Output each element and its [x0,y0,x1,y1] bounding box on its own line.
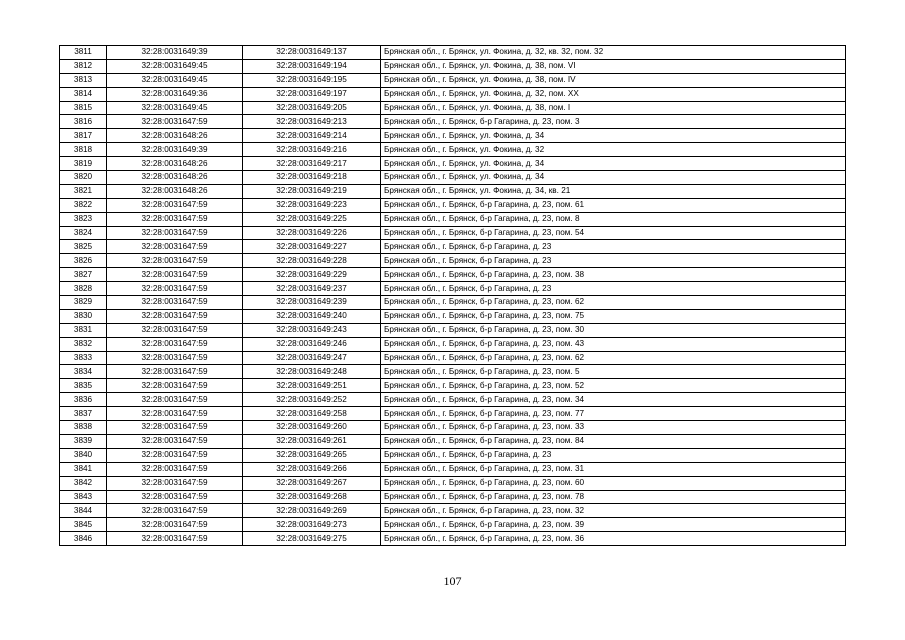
address-cell: Брянская обл., г. Брянск, б-р Гагарина, д. 23, пом. 52 [381,379,846,393]
cadastral-number-cell: 32:28:0031649:265 [243,448,381,462]
cadastral-number-cell: 32:28:0031649:237 [243,282,381,296]
row-number-cell: 3838 [60,421,107,435]
parent-cadastral-number-cell: 32:28:0031647:59 [107,240,243,254]
row-number-cell: 3846 [60,532,107,546]
row-number-cell: 3813 [60,73,107,87]
cadastral-number-cell: 32:28:0031649:227 [243,240,381,254]
parent-cadastral-number-cell: 32:28:0031647:59 [107,365,243,379]
row-number-cell: 3825 [60,240,107,254]
address-cell: Брянская обл., г. Брянск, ул. Фокина, д. 34 [381,157,846,171]
parent-cadastral-number-cell: 32:28:0031647:59 [107,407,243,421]
cadastral-number-cell: 32:28:0031649:258 [243,407,381,421]
parent-cadastral-number-cell: 32:28:0031647:59 [107,504,243,518]
cadastral-number-cell: 32:28:0031649:240 [243,309,381,323]
row-number-cell: 3841 [60,462,107,476]
row-number-cell: 3818 [60,143,107,157]
table-row [60,323,846,337]
parent-cadastral-number-cell: 32:28:0031648:26 [107,157,243,171]
address-cell: Брянская обл., г. Брянск, ул. Фокина, д. 32 [381,143,846,157]
parent-cadastral-number-cell: 32:28:0031649:36 [107,87,243,101]
row-number-cell: 3833 [60,351,107,365]
page-number: 107 [443,574,462,588]
table-row [60,59,846,73]
address-cell: Брянская обл., г. Брянск, б-р Гагарина, д. 23 [381,254,846,268]
parent-cadastral-number-cell: 32:28:0031647:59 [107,323,243,337]
parent-cadastral-number-cell: 32:28:0031647:59 [107,198,243,212]
address-cell: Брянская обл., г. Брянск, б-р Гагарина, д. 23, пом. 32 [381,504,846,518]
table-row [60,171,846,185]
cadastral-number-cell: 32:28:0031649:216 [243,143,381,157]
parent-cadastral-number-cell: 32:28:0031649:45 [107,101,243,115]
cadastral-number-cell: 32:28:0031649:269 [243,504,381,518]
parent-cadastral-number-cell: 32:28:0031647:59 [107,337,243,351]
address-cell: Брянская обл., г. Брянск, ул. Фокина, д. 38, пом. VI [381,59,846,73]
table-row [60,226,846,240]
parent-cadastral-number-cell: 32:28:0031647:59 [107,115,243,129]
parent-cadastral-number-cell: 32:28:0031647:59 [107,379,243,393]
row-number-cell: 3844 [60,504,107,518]
cadastral-number-cell: 32:28:0031649:266 [243,462,381,476]
parent-cadastral-number-cell: 32:28:0031647:59 [107,296,243,310]
parent-cadastral-number-cell: 32:28:0031647:59 [107,434,243,448]
register-table-body [60,46,846,546]
row-number-cell: 3828 [60,282,107,296]
table-row [60,476,846,490]
parent-cadastral-number-cell: 32:28:0031649:45 [107,59,243,73]
row-number-cell: 3824 [60,226,107,240]
address-cell: Брянская обл., г. Брянск, б-р Гагарина, д. 23, пом. 62 [381,351,846,365]
row-number-cell: 3816 [60,115,107,129]
row-number-cell: 3817 [60,129,107,143]
row-number-cell: 3831 [60,323,107,337]
row-number-cell: 3837 [60,407,107,421]
table-row [60,46,846,60]
cadastral-number-cell: 32:28:0031649:247 [243,351,381,365]
address-cell: Брянская обл., г. Брянск, б-р Гагарина, д. 23, пом. 33 [381,421,846,435]
table-row [60,143,846,157]
table-row [60,379,846,393]
address-cell: Брянская обл., г. Брянск, б-р Гагарина, д. 23, пом. 34 [381,393,846,407]
table-row [60,184,846,198]
row-number-cell: 3835 [60,379,107,393]
table-row [60,490,846,504]
address-cell: Брянская обл., г. Брянск, б-р Гагарина, д. 23, пом. 77 [381,407,846,421]
parent-cadastral-number-cell: 32:28:0031647:59 [107,393,243,407]
row-number-cell: 3827 [60,268,107,282]
table-row [60,504,846,518]
table-row [60,448,846,462]
cadastral-number-cell: 32:28:0031649:239 [243,296,381,310]
cadastral-number-cell: 32:28:0031649:223 [243,198,381,212]
row-number-cell: 3814 [60,87,107,101]
address-cell: Брянская обл., г. Брянск, ул. Фокина, д. 34, кв. 21 [381,184,846,198]
table-row [60,129,846,143]
parent-cadastral-number-cell: 32:28:0031647:59 [107,476,243,490]
address-cell: Брянская обл., г. Брянск, ул. Фокина, д. 38, пом. IV [381,73,846,87]
row-number-cell: 3830 [60,309,107,323]
cadastral-number-cell: 32:28:0031649:226 [243,226,381,240]
row-number-cell: 3815 [60,101,107,115]
cadastral-number-cell: 32:28:0031649:217 [243,157,381,171]
row-number-cell: 3840 [60,448,107,462]
address-cell: Брянская обл., г. Брянск, ул. Фокина, д. 34 [381,171,846,185]
row-number-cell: 3842 [60,476,107,490]
row-number-cell: 3822 [60,198,107,212]
table-row [60,518,846,532]
address-cell: Брянская обл., г. Брянск, б-р Гагарина, д. 23, пом. 36 [381,532,846,546]
parent-cadastral-number-cell: 32:28:0031648:26 [107,129,243,143]
address-cell: Брянская обл., г. Брянск, б-р Гагарина, д. 23, пом. 61 [381,198,846,212]
address-cell: Брянская обл., г. Брянск, ул. Фокина, д. 38, пом. I [381,101,846,115]
row-number-cell: 3826 [60,254,107,268]
address-cell: Брянская обл., г. Брянск, б-р Гагарина, д. 23, пом. 84 [381,434,846,448]
address-cell: Брянская обл., г. Брянск, б-р Гагарина, д. 23 [381,282,846,296]
cadastral-number-cell: 32:28:0031649:137 [243,46,381,60]
address-cell: Брянская обл., г. Брянск, б-р Гагарина, д. 23, пом. 54 [381,226,846,240]
table-row [60,337,846,351]
parent-cadastral-number-cell: 32:28:0031649:39 [107,46,243,60]
row-number-cell: 3823 [60,212,107,226]
parent-cadastral-number-cell: 32:28:0031647:59 [107,254,243,268]
address-cell: Брянская обл., г. Брянск, б-р Гагарина, д. 23 [381,448,846,462]
table-row [60,240,846,254]
row-number-cell: 3811 [60,46,107,60]
parent-cadastral-number-cell: 32:28:0031647:59 [107,268,243,282]
table-row [60,212,846,226]
parent-cadastral-number-cell: 32:28:0031649:45 [107,73,243,87]
row-number-cell: 3819 [60,157,107,171]
table-row [60,434,846,448]
row-number-cell: 3832 [60,337,107,351]
row-number-cell: 3812 [60,59,107,73]
row-number-cell: 3845 [60,518,107,532]
cadastral-number-cell: 32:28:0031649:275 [243,532,381,546]
row-number-cell: 3843 [60,490,107,504]
table-row [60,268,846,282]
parent-cadastral-number-cell: 32:28:0031647:59 [107,226,243,240]
parent-cadastral-number-cell: 32:28:0031647:59 [107,490,243,504]
table-row [60,254,846,268]
table-row [60,198,846,212]
cadastral-number-cell: 32:28:0031649:252 [243,393,381,407]
cadastral-number-cell: 32:28:0031649:243 [243,323,381,337]
table-row [60,351,846,365]
row-number-cell: 3834 [60,365,107,379]
cadastral-number-cell: 32:28:0031649:228 [243,254,381,268]
cadastral-number-cell: 32:28:0031649:251 [243,379,381,393]
address-cell: Брянская обл., г. Брянск, б-р Гагарина, д. 23, пом. 30 [381,323,846,337]
cadastral-number-cell: 32:28:0031649:214 [243,129,381,143]
cadastral-number-cell: 32:28:0031649:261 [243,434,381,448]
row-number-cell: 3820 [60,171,107,185]
parent-cadastral-number-cell: 32:28:0031647:59 [107,309,243,323]
table-row [60,282,846,296]
table-row [60,462,846,476]
cadastral-number-cell: 32:28:0031649:197 [243,87,381,101]
parent-cadastral-number-cell: 32:28:0031647:59 [107,448,243,462]
parent-cadastral-number-cell: 32:28:0031648:26 [107,171,243,185]
table-row [60,87,846,101]
address-cell: Брянская обл., г. Брянск, б-р Гагарина, д. 23, пом. 39 [381,518,846,532]
cadastral-number-cell: 32:28:0031649:267 [243,476,381,490]
register-table [59,45,846,546]
parent-cadastral-number-cell: 32:28:0031649:39 [107,143,243,157]
address-cell: Брянская обл., г. Брянск, б-р Гагарина, д. 23, пом. 5 [381,365,846,379]
table-row [60,532,846,546]
address-cell: Брянская обл., г. Брянск, б-р Гагарина, д. 23, пом. 60 [381,476,846,490]
address-cell: Брянская обл., г. Брянск, ул. Фокина, д. 34 [381,129,846,143]
row-number-cell: 3839 [60,434,107,448]
cadastral-number-cell: 32:28:0031649:225 [243,212,381,226]
cadastral-number-cell: 32:28:0031649:260 [243,421,381,435]
parent-cadastral-number-cell: 32:28:0031647:59 [107,532,243,546]
row-number-cell: 3836 [60,393,107,407]
parent-cadastral-number-cell: 32:28:0031647:59 [107,518,243,532]
cadastral-number-cell: 32:28:0031649:218 [243,171,381,185]
cadastral-number-cell: 32:28:0031649:194 [243,59,381,73]
address-cell: Брянская обл., г. Брянск, б-р Гагарина, д. 23, пом. 38 [381,268,846,282]
cadastral-number-cell: 32:28:0031649:246 [243,337,381,351]
address-cell: Брянская обл., г. Брянск, ул. Фокина, д. 32, пом. XX [381,87,846,101]
cadastral-number-cell: 32:28:0031649:229 [243,268,381,282]
table-row [60,101,846,115]
parent-cadastral-number-cell: 32:28:0031647:59 [107,282,243,296]
address-cell: Брянская обл., г. Брянск, б-р Гагарина, д. 23, пом. 3 [381,115,846,129]
parent-cadastral-number-cell: 32:28:0031647:59 [107,212,243,226]
table-row [60,393,846,407]
cadastral-number-cell: 32:28:0031649:268 [243,490,381,504]
address-cell: Брянская обл., г. Брянск, б-р Гагарина, д. 23, пом. 43 [381,337,846,351]
table-row [60,365,846,379]
parent-cadastral-number-cell: 32:28:0031647:59 [107,421,243,435]
table-row [60,407,846,421]
cadastral-number-cell: 32:28:0031649:213 [243,115,381,129]
cadastral-number-cell: 32:28:0031649:195 [243,73,381,87]
table-row [60,421,846,435]
cadastral-number-cell: 32:28:0031649:205 [243,101,381,115]
parent-cadastral-number-cell: 32:28:0031648:26 [107,184,243,198]
address-cell: Брянская обл., г. Брянск, б-р Гагарина, д. 23, пом. 31 [381,462,846,476]
parent-cadastral-number-cell: 32:28:0031647:59 [107,351,243,365]
cadastral-number-cell: 32:28:0031649:273 [243,518,381,532]
address-cell: Брянская обл., г. Брянск, б-р Гагарина, д. 23 [381,240,846,254]
table-row [60,309,846,323]
address-cell: Брянская обл., г. Брянск, б-р Гагарина, д. 23, пом. 8 [381,212,846,226]
address-cell: Брянская обл., г. Брянск, б-р Гагарина, д. 23, пом. 62 [381,296,846,310]
table-row [60,73,846,87]
parent-cadastral-number-cell: 32:28:0031647:59 [107,462,243,476]
row-number-cell: 3829 [60,296,107,310]
table-row [60,157,846,171]
address-cell: Брянская обл., г. Брянск, ул. Фокина, д. 32, кв. 32, пом. 32 [381,46,846,60]
table-row [60,115,846,129]
cadastral-number-cell: 32:28:0031649:248 [243,365,381,379]
address-cell: Брянская обл., г. Брянск, б-р Гагарина, д. 23, пом. 75 [381,309,846,323]
table-row [60,296,846,310]
cadastral-number-cell: 32:28:0031649:219 [243,184,381,198]
address-cell: Брянская обл., г. Брянск, б-р Гагарина, д. 23, пом. 78 [381,490,846,504]
row-number-cell: 3821 [60,184,107,198]
